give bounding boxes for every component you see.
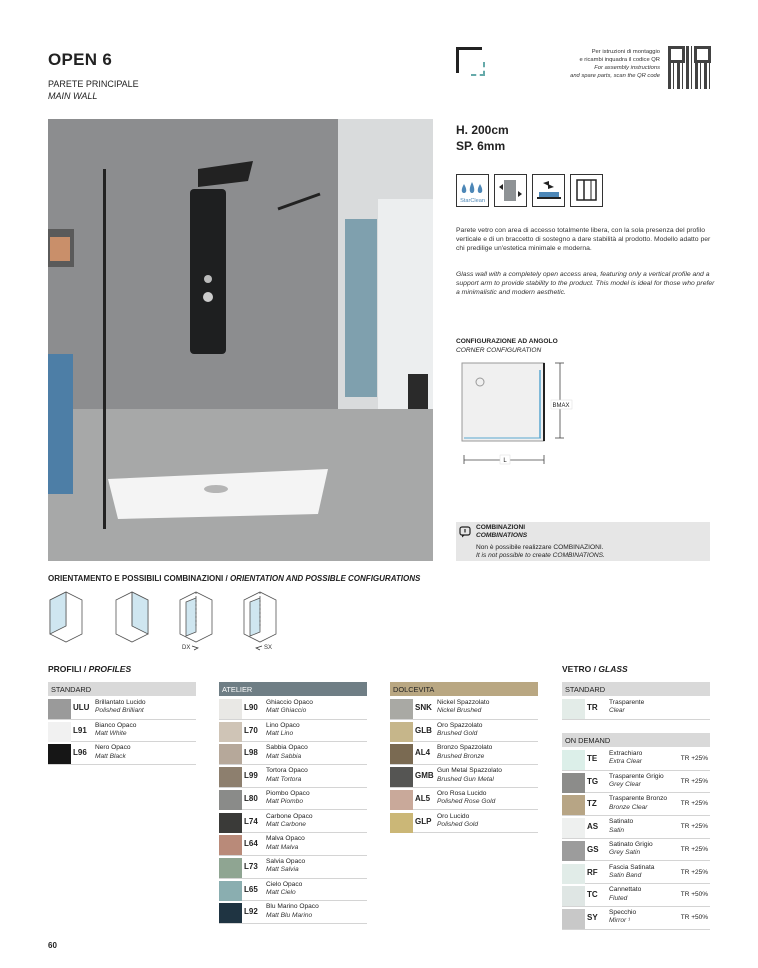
price-extra: TR +25% xyxy=(680,823,708,831)
color-swatch xyxy=(562,841,585,861)
info-icon xyxy=(459,525,471,543)
item-name-it: Fascia Satinata xyxy=(609,863,655,871)
item-name-it: Extrachiaro xyxy=(609,750,643,757)
item-name-it: Gun Metal Spazzolato xyxy=(437,767,502,775)
item-name-it: Malva Opaco xyxy=(266,835,305,843)
item-name-en: Brushed Bronze xyxy=(437,752,485,760)
instructions-it-line2: e ricambi inquadra il codice QR xyxy=(579,57,660,63)
list-item xyxy=(48,697,196,720)
list-item xyxy=(48,720,196,743)
item-name xyxy=(437,699,489,716)
list-item xyxy=(219,697,367,720)
item-name xyxy=(609,818,633,835)
color-swatch xyxy=(390,813,413,833)
color-swatch xyxy=(219,790,242,810)
atelier-profiles-header: ATELIER xyxy=(219,682,367,696)
item-name-en: Satin Band xyxy=(609,871,642,879)
item-name-it: Carbone Opaco xyxy=(266,812,313,820)
reversible-icon xyxy=(494,174,527,207)
list-item xyxy=(562,748,710,771)
glass-title xyxy=(562,664,628,674)
combinations-text-it: Non è possibile realizzare COMBINAZIONI. xyxy=(476,544,604,551)
item-code: GS xyxy=(587,844,599,854)
item-name-en: Brushed Gold xyxy=(437,730,478,738)
item-name-it: Ghiaccio Opaco xyxy=(266,699,313,706)
qr-instructions xyxy=(570,48,660,80)
item-name-it: Bronzo Spazzolato xyxy=(437,744,493,752)
item-name-en: Satin xyxy=(609,826,625,834)
glass-title-it: VETRO / xyxy=(562,664,597,674)
item-name-en: Matt Malva xyxy=(266,843,299,851)
item-name-it: Nero Opaco xyxy=(95,744,131,752)
item-name-en: Polished Gold xyxy=(437,820,479,828)
page-title: OPEN 6 xyxy=(48,50,113,69)
item-name xyxy=(95,699,146,716)
item-name xyxy=(266,858,305,875)
item-name xyxy=(266,790,310,807)
item-name-en: Polished Rose Gold xyxy=(437,798,496,806)
orientation-sx-label: SX xyxy=(264,645,273,651)
dolcevita-profiles-header: DOLCEVITA xyxy=(390,682,538,696)
combinations-title-en: COMBINATIONS xyxy=(476,532,528,539)
item-code: L91 xyxy=(73,725,87,735)
page-number: 60 xyxy=(48,941,57,950)
standard-profiles-header: STANDARD xyxy=(48,682,196,696)
color-swatch xyxy=(390,767,413,787)
item-name xyxy=(266,699,313,716)
glass-title-en: GLASS xyxy=(598,664,628,674)
item-name-en: Polished Brilliant xyxy=(95,707,144,715)
item-name xyxy=(609,886,641,903)
config-title-it: CONFIGURAZIONE AD ANGOLO xyxy=(456,338,558,345)
item-name-it: Tortora Opaco xyxy=(266,767,308,775)
list-item xyxy=(562,839,710,862)
item-name-en: Extra Clear xyxy=(609,758,642,766)
item-code: GLB xyxy=(415,725,432,735)
item-code: L96 xyxy=(73,748,87,758)
color-swatch xyxy=(219,699,242,719)
profiles-title-it: PROFILI / xyxy=(48,664,87,674)
item-name xyxy=(266,881,302,898)
price-extra: TR +50% xyxy=(680,891,708,899)
item-name xyxy=(266,744,308,761)
color-swatch xyxy=(219,767,242,787)
list-item xyxy=(390,765,538,788)
item-name-it: Sabbia Opaco xyxy=(266,744,308,752)
instructions-en-line2: and spare parts, scan the QR code xyxy=(570,73,660,79)
color-swatch xyxy=(219,835,242,855)
shower-tray-icon xyxy=(532,174,565,207)
height-spec: H. 200cm xyxy=(456,123,509,137)
list-item xyxy=(219,901,367,924)
color-swatch xyxy=(562,886,585,906)
starclean-icon xyxy=(456,174,489,207)
list-item xyxy=(562,862,710,885)
item-name-en: Matt Sabbia xyxy=(266,752,302,760)
price-extra: TR +25% xyxy=(680,868,708,876)
feature-icons xyxy=(456,174,603,207)
item-name-en: Matt White xyxy=(95,730,127,738)
item-name-it: Cannettato xyxy=(609,886,642,894)
item-name xyxy=(266,903,319,920)
instructions-en-line1: For assembly instructions xyxy=(594,65,660,71)
starclean-label: StarClean xyxy=(460,198,485,204)
item-name-it: Trasparente Grigio xyxy=(609,772,664,780)
item-name-en: Brushed Gun Metal xyxy=(437,775,494,783)
item-code: TR xyxy=(587,703,598,712)
description-en: Glass wall with a completely open access area, featuring only a vertical profile and a support arm to provide stability to the product. This model is ideal for those who prefer a minimalistic and modern aesthetic. xyxy=(456,271,715,296)
item-name-it: Brillantato Lucido xyxy=(95,699,146,706)
color-swatch xyxy=(48,722,71,742)
item-name xyxy=(437,813,478,830)
item-name xyxy=(95,744,131,761)
dim-l-label: L xyxy=(503,458,507,464)
item-name-it: Nickel Spazzolato xyxy=(437,699,490,706)
list-item xyxy=(219,856,367,879)
item-name xyxy=(609,909,636,926)
item-code: L65 xyxy=(244,884,258,894)
item-code: GLP xyxy=(415,816,432,826)
item-code: L80 xyxy=(244,793,258,803)
item-name-en: Matt Ghiaccio xyxy=(266,707,307,715)
item-name xyxy=(609,795,667,812)
color-swatch xyxy=(48,744,71,764)
orientation-title xyxy=(48,574,420,583)
item-code: L64 xyxy=(244,839,258,849)
price-extra: TR +25% xyxy=(680,777,708,785)
item-name xyxy=(266,722,300,739)
qr-code[interactable] xyxy=(668,46,711,89)
subtitle-it: PARETE PRINCIPALE xyxy=(48,79,139,89)
list-item xyxy=(562,697,710,720)
item-name-it: Bianco Opaco xyxy=(95,721,137,729)
item-name-it: Blu Marino Opaco xyxy=(266,903,319,911)
item-name xyxy=(437,722,482,739)
item-code: AL5 xyxy=(415,793,431,803)
color-swatch xyxy=(562,864,585,884)
color-swatch xyxy=(219,903,242,923)
item-name xyxy=(437,790,495,807)
color-swatch xyxy=(390,722,413,742)
item-name xyxy=(609,750,642,767)
color-swatch xyxy=(562,773,585,793)
item-name-it: Trasparente Bronzo xyxy=(609,795,668,803)
orientation-diagrams xyxy=(46,588,286,652)
list-item xyxy=(219,811,367,834)
list-item xyxy=(48,742,196,765)
list-item xyxy=(219,788,367,811)
item-name-it: Trasparente xyxy=(609,699,645,706)
list-item xyxy=(219,765,367,788)
config-title-en: CORNER CONFIGURATION xyxy=(456,347,542,354)
item-name xyxy=(609,699,644,716)
list-item xyxy=(390,811,538,834)
item-name-en: Matt Blu Marino xyxy=(266,911,313,919)
item-name xyxy=(95,722,136,739)
color-swatch xyxy=(562,699,585,719)
color-swatch xyxy=(562,909,585,929)
item-name-en: Mirror ¹ xyxy=(609,917,631,925)
color-swatch xyxy=(390,790,413,810)
brand-logo xyxy=(456,47,482,73)
item-name-it: Lino Opaco xyxy=(266,721,300,729)
item-code: L92 xyxy=(244,907,258,917)
dim-b-label: BMAX xyxy=(552,403,570,409)
color-swatch xyxy=(390,744,413,764)
combinations-text-en: It is not possible to create COMBINATIONS. xyxy=(476,552,605,559)
list-item xyxy=(219,833,367,856)
subtitle-en: MAIN WALL xyxy=(48,91,98,101)
dimensions xyxy=(456,122,509,154)
item-name-it: Satinato Grigio xyxy=(609,840,653,848)
thickness-spec: SP. 6mm xyxy=(456,139,506,153)
color-swatch xyxy=(562,750,585,770)
item-name xyxy=(266,767,308,784)
item-name-en: Nickel Brushed xyxy=(437,707,482,715)
list-item xyxy=(390,720,538,743)
color-swatch xyxy=(219,813,242,833)
list-item xyxy=(390,788,538,811)
item-name xyxy=(609,773,664,790)
list-item xyxy=(219,742,367,765)
item-name-it: Specchio xyxy=(609,908,637,916)
item-name-en: Matt Lino xyxy=(266,730,294,738)
list-item xyxy=(562,816,710,839)
item-name xyxy=(266,835,305,852)
orientation-title-it: ORIENTAMENTO E POSSIBILI COMBINAZIONI / xyxy=(48,574,228,583)
list-item xyxy=(390,697,538,720)
item-name-it: Oro Lucido xyxy=(437,812,470,820)
item-name-en: Bronze Clear xyxy=(609,803,648,811)
item-name xyxy=(266,813,313,830)
product-photo xyxy=(48,119,433,561)
price-extra: TR +25% xyxy=(680,800,708,808)
list-item xyxy=(219,720,367,743)
orientation-dx-label: DX xyxy=(182,645,191,651)
price-extra: TR +25% xyxy=(680,755,708,762)
color-swatch xyxy=(219,744,242,764)
item-code: ULU xyxy=(73,703,90,712)
profiles-title xyxy=(48,664,131,674)
profile-frame-icon xyxy=(570,174,603,207)
color-swatch xyxy=(562,795,585,815)
item-name-en: Fluted xyxy=(609,894,628,902)
item-code: AL4 xyxy=(415,748,431,758)
item-code: TZ xyxy=(587,799,597,809)
item-code: TE xyxy=(587,754,598,763)
item-name-it: Oro Spazzolato xyxy=(437,721,483,729)
item-code: L99 xyxy=(244,771,258,781)
item-name-en: Matt Salvia xyxy=(266,866,299,874)
color-swatch xyxy=(390,699,413,719)
item-name xyxy=(437,767,502,784)
list-item xyxy=(562,907,710,930)
item-code: SNK xyxy=(415,703,432,712)
item-code: L98 xyxy=(244,748,258,758)
description-it: Parete vetro con area di accesso totalmente libera, con la sola presenza del profilo verticale e di un braccetto di sostegno a dare stabilità al prodotto. Modello adatto per chi predilige un'estetica minimale e moderna. xyxy=(456,227,711,252)
item-code: RF xyxy=(587,867,598,877)
item-name xyxy=(437,744,492,761)
item-name-it: Salvia Opaco xyxy=(266,857,306,865)
item-name-en: Matt Piombo xyxy=(266,798,304,806)
item-name-it: Cielo Opaco xyxy=(266,880,303,888)
instructions-it-line1: Per istruzioni di montaggio xyxy=(591,49,660,55)
color-swatch xyxy=(219,722,242,742)
color-swatch xyxy=(48,699,71,719)
item-code: GMB xyxy=(415,771,434,781)
item-name xyxy=(609,841,653,858)
item-name-en: Grey Clear xyxy=(609,781,641,789)
item-code: L74 xyxy=(244,816,258,826)
color-swatch xyxy=(219,858,242,878)
item-code: L90 xyxy=(244,703,258,712)
item-name-en: Clear xyxy=(609,707,625,715)
orientation-title-en: ORIENTATION AND POSSIBLE CONFIGURATIONS xyxy=(229,574,421,583)
item-name-en: Matt Cielo xyxy=(266,889,296,896)
list-item xyxy=(562,793,710,816)
item-code: TG xyxy=(587,776,599,786)
list-item xyxy=(390,742,538,765)
item-code: AS xyxy=(587,822,599,832)
item-name-en: Matt Black xyxy=(95,752,126,760)
standard-glass-header: STANDARD xyxy=(562,682,710,696)
item-name xyxy=(609,864,654,881)
item-name-it: Oro Rosa Lucido xyxy=(437,789,487,797)
item-code: SY xyxy=(587,912,598,922)
combinations-title-it: COMBINAZIONI xyxy=(476,524,526,531)
item-name-en: Matt Tortora xyxy=(266,775,302,783)
item-code: TC xyxy=(587,890,598,900)
list-item xyxy=(562,771,710,794)
item-name-it: Satinato xyxy=(609,818,634,826)
item-code: L73 xyxy=(244,861,258,871)
item-name-en: Grey Satin xyxy=(609,849,641,857)
corner-config-diagram xyxy=(456,360,576,472)
list-item xyxy=(219,879,367,902)
color-swatch xyxy=(219,881,242,901)
item-code: L70 xyxy=(244,725,258,735)
on-demand-glass-header: ON DEMAND xyxy=(562,733,710,747)
price-extra: TR +50% xyxy=(680,913,708,921)
item-name-en: Matt Carbone xyxy=(266,820,306,828)
price-extra: TR +25% xyxy=(680,845,708,853)
list-item xyxy=(562,884,710,907)
color-swatch xyxy=(562,818,585,838)
profiles-title-en: PROFILES xyxy=(88,664,132,674)
item-name-it: Piombo Opaco xyxy=(266,789,310,797)
